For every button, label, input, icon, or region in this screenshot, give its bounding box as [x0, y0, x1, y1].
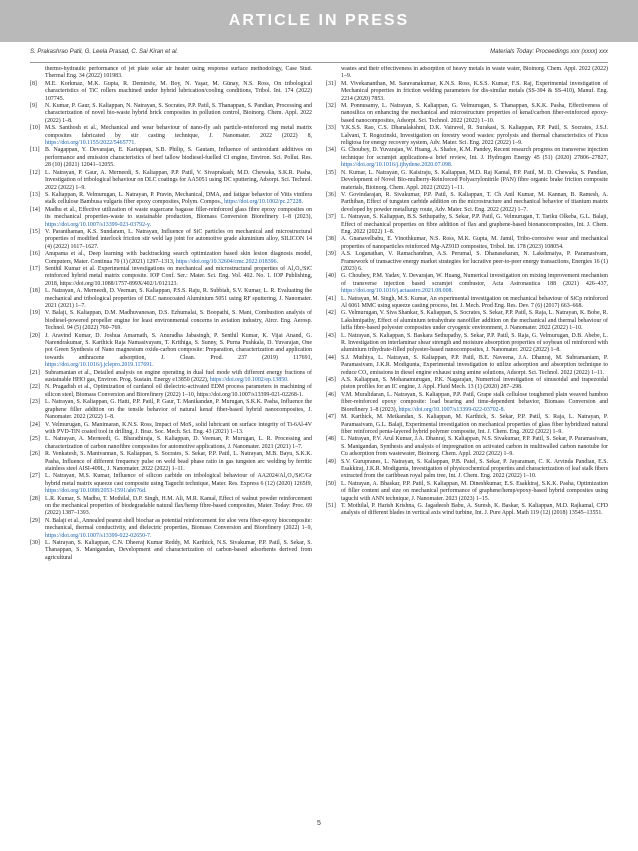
reference-number: [38] — [326, 236, 336, 243]
reference-body: A. Gnanavelbabu, E. Vinothkumar, N.S. Ross, M.K. Gupta, M. Jamil, Tribo-corrosive wear and mechanical properties of nanoparticles reinforced Mg-AZ91D composites, Tribol. Int. 178 (2023) 108054. — [341, 236, 608, 250]
reference-item — [326, 310, 608, 332]
reference-number — [326, 66, 341, 81]
reference-item — [30, 251, 312, 266]
page-number: 5 — [317, 820, 321, 827]
reference-item — [326, 273, 608, 295]
reference-number: [51] — [326, 502, 336, 509]
reference-number: [43] — [326, 332, 336, 339]
reference-body: M.E. Korkmaz, M.K. Gupta, R. Demirsöz, M. Boy, N. Yaşar, M. Günay, N.S. Ross, On tribological characteristics of TiC rollers machined under hybrid lubrication/cooling conditions, Tribol. Int. 174 (2022) 107745. — [45, 80, 312, 102]
reference-body: L. Natrayan, P. Gaur, A. Merneedi, S. Kaliappan, P.P. Patil, V. Sivaprakash, M.D. Chewaka, S.K.R. Pasha, Investigation of tribological behaviour on DLC coatings for AA5051 using DC sputtering, Adsorpt. Sci. Technol. 2022 (2022) 1–9. — [45, 169, 312, 191]
reference-number: [14] — [30, 206, 40, 213]
reference-item — [326, 125, 608, 147]
reference-text — [341, 436, 608, 458]
doi-link[interactable]: https://doi.org/10.32604/cmc.2022.018396. — [175, 258, 279, 265]
reference-item — [326, 503, 608, 518]
reference-item — [30, 310, 312, 332]
reference-item — [30, 207, 312, 229]
reference-number — [30, 66, 45, 81]
reference-text — [45, 192, 312, 207]
reference-number: [28] — [30, 495, 40, 502]
reference-body: L.R. Kumar, S. Madhu, T. Mothilal, D.P. Singh, H.M. Ali, M.R. Kamal, Effect of walnut powder reinforcement on the mechanical properties of biodegradable natural flax/hemp fibre-based composites, Mater. Today: Proc. 69 (2022) 1387–1393. — [45, 495, 312, 517]
reference-text — [45, 103, 312, 125]
reference-number: [19] — [30, 310, 40, 317]
reference-item — [30, 518, 312, 540]
reference-item — [30, 192, 312, 207]
reference-item — [326, 236, 608, 251]
reference-body: V. Govindarajan, R. Sivakumar, P.P. Patil, S. Kaliappan, T. Ch Anil Kumar, M. Kannan, B. Ramesh, A. Parthiban, Effect of tungsten carbide addition on the microstructure and mechanical behavior of titanium matrix developed by powder metallurgy route, Adv. Mater. Sci. Eng. 2022 (2022) 1–7. — [341, 191, 608, 213]
reference-body: N. Kumar, P. Gaur, S. Kaliappan, N. Natrayan, S. Socrates, P.P. Patil, S. Thanappan, S. Pandian, Processing and characterization of novel bio-waste hybrid brick composites in pollution control, Bioinorg. Chem. Appl. 2022 (2022) 1–8. — [45, 103, 312, 124]
reference-item — [30, 399, 312, 421]
reference-number: [45] — [326, 377, 336, 384]
reference-item — [326, 214, 608, 236]
reference-number: [41] — [326, 295, 336, 302]
reference-text — [341, 81, 608, 103]
reference-body: A.S. Kaliappan, S. Mohanamurugan, P.K. Nagarajan, Numerical investigation of sinusoidal and trapezoidal piston profiles for an IC engine, J. Appl. Fluid Mech. 13 (1) (2020) 287–298. — [341, 377, 608, 391]
reference-text — [45, 518, 312, 540]
references-right-column — [326, 66, 608, 810]
reference-text — [341, 503, 608, 518]
header-rule — [30, 62, 608, 63]
reference-text — [45, 370, 312, 385]
reference-body: thermo-hydraulic performance of jet plate solar air heater using response surface methodology, Case Stud. Thermal Eng. 34 (2022) 101983. — [45, 66, 312, 80]
reference-text — [45, 333, 312, 370]
reference-text — [45, 496, 312, 518]
reference-number: [24] — [30, 421, 40, 428]
reference-text — [341, 236, 608, 251]
reference-text — [45, 229, 312, 251]
reference-number: [22] — [30, 384, 40, 391]
reference-item — [326, 296, 608, 311]
reference-text — [341, 103, 608, 125]
reference-number: [8] — [30, 80, 37, 87]
reference-number: [18] — [30, 288, 40, 295]
reference-item — [30, 451, 312, 473]
reference-number: [49] — [326, 458, 336, 465]
reference-text — [341, 414, 608, 436]
reference-text — [341, 392, 608, 414]
reference-text — [341, 377, 608, 392]
header-authors: S. Prakashrao Patil, G. Leela Prasad, C. Sai Kiran et al. — [30, 49, 179, 55]
references-left-column — [30, 66, 312, 810]
reference-item — [30, 496, 312, 518]
reference-number: [31] — [326, 80, 336, 87]
reference-body: wastes and their effectiveness in adsorption of heavy metals in waste water, Bioinorg. Chem. Appl. 2022 (2022) 1–9. — [341, 66, 608, 80]
reference-number: [47] — [326, 414, 336, 421]
reference-number: [29] — [30, 517, 40, 524]
reference-item — [326, 436, 608, 458]
reference-item — [30, 103, 312, 125]
reference-body: R. Venkatesh, S. Manivannan, S. Kaliappan, S. Socrates, S. Sekar, P.P. Patil, L. Natrayan, M.B. Bayu, S.K.K. Pasha, Influence of different frequency pulse on weld bead phase ratio in gas tungsten arc welding by ferritic stainless steel AISI-409L, J. Nanomater. 2022 (2022) 1–11. — [45, 451, 312, 472]
reference-text — [341, 147, 608, 169]
reference-text — [45, 147, 312, 169]
reference-body: Senthil Kumar et al. Experimental investigations on mechanical and microstructural properties of Al₂O₃/SiC reinforced hybrid metal matrix composite. IOP Conf. Ser.: Mater. Sci. Eng. Vol. 402. No. 1. IOP Publishing, 2018, https://doi.org/10.1088/1757-899X/402/1/012123. — [45, 265, 312, 287]
reference-item — [30, 384, 312, 399]
reference-body: L. Natrayan, A. Merneedi, D. Veeman, S. Kaliappan, P.S.S. Raju, R. Subbiah, S.V. Kumar, L. R. Evaluating the mechanical and tribological properties of DLC nanocoated Aluminium 5051 using RF sputtering, J. Nanomater. 2021 (2021) 1–7. — [45, 288, 312, 309]
reference-number: [46] — [326, 391, 336, 398]
reference-body: L. Natrayan, S. Kaliappan, B.S. Sethupathy, S. Sekar, P.P. Patil, G. Velmurugan, T. Tariku Olkeba, G.L. Balaji, Effect of mechanical properties on fibre addition of flax and graphene-based bionanocomposites, Int. J. Chem. Eng. 2022 (2022) 1–8. — [341, 214, 608, 235]
reference-item — [30, 66, 312, 81]
reference-item — [326, 355, 608, 377]
reference-number: [48] — [326, 436, 336, 443]
reference-text — [45, 170, 312, 192]
reference-item — [30, 125, 312, 147]
reference-body: Subramanian et al., Detailed analysis on engine operating in dual fuel mode with different energy fractions of sustainable HHO gas, Environ. Prog. Sustain. Energy e13850 (2022), — [45, 369, 312, 384]
reference-number: [42] — [326, 310, 336, 317]
doi-link[interactable]: https://doi.org/10.1016/j.jclepro.2019.117691. — [45, 362, 154, 369]
reference-text — [45, 266, 312, 288]
reference-number: [12] — [30, 169, 40, 176]
reference-item — [326, 414, 608, 436]
reference-body: L. Natrayan, M.S. Kumar, Influence of silicon carbide on tribological behaviour of AA2024/Al₂O₃/SiC/Gr hybrid metal matrix squeeze cast composite using Taguchi technique, Mater. Res. Express 6 (12) (2020) 1265f9, — [45, 473, 312, 487]
reference-item — [326, 459, 608, 481]
reference-item — [326, 170, 608, 192]
doi-link[interactable]: https://doi.org/10.1016/j.ijhydene.2020.07.098. — [341, 162, 453, 169]
reference-text — [341, 125, 608, 147]
reference-number: [32] — [326, 103, 336, 110]
reference-number: [25] — [30, 436, 40, 443]
reference-item — [326, 251, 608, 273]
reference-text — [341, 481, 608, 503]
reference-body: Y.K.S.S. Rao, C.S. Dhanalakshmi, D.K. Vairavel, R. Surakasi, S. Kaliappan, P.P. Patil, S. Socrates, J.S.J. Lalvani, T. Rogozinski, Investigation on forestry wood wastes: pyrolysis and thermal characteristics of Ficus religiosa for energy recovery system, Adv. Mater. Sci. Eng. 2022 (2022) 1–9. — [341, 125, 608, 147]
reference-item — [30, 229, 312, 251]
reference-text — [341, 296, 608, 311]
reference-text — [341, 459, 608, 481]
reference-item — [30, 473, 312, 495]
reference-body: V. Velmurugan, G. Manimaran, K.N.S. Ross, Impact of MoS₂ solid lubricant on surface integrity of Ti-6Al-4V with PVD-TiN coated tool in drilling, J. Braz. Soc. Mech. Sci. Eng. 43 (2021) 1–13. — [45, 421, 312, 435]
reference-text — [45, 310, 312, 332]
reference-number: [21] — [30, 369, 40, 376]
reference-item — [326, 192, 608, 214]
reference-number: [35] — [326, 169, 336, 176]
reference-number: [13] — [30, 191, 40, 198]
reference-text — [45, 66, 312, 81]
reference-text — [341, 333, 608, 355]
reference-number: [15] — [30, 228, 40, 235]
reference-number: [44] — [326, 354, 336, 361]
reference-item — [30, 333, 312, 370]
reference-body: Madhu et al., Effective utilization of waste sugarcane bagasse filler-reinforced glass fibre epoxy composites on its mechanical properties-waste to sustainable production, Biomass Conversion Biorefinery 1–8 (2023), — [45, 206, 312, 221]
reference-number: [34] — [326, 147, 336, 154]
reference-text — [45, 473, 312, 495]
reference-body: M. Karthick, M. Meikandan, S. Kaliappan, M. Karthick, S. Sekar, P.P. Patil, S. Raja, L. Natrayan, P. Paramasivam, G.L. Balaji, Experimental investigation on mechanical properties of glass fiber hybridized natural fiber reinforced penta-layered hybrid polymer composite, Int. J. Chem. Eng. 2022 (2022) 1–9. — [341, 414, 608, 435]
reference-item — [30, 422, 312, 437]
reference-item — [30, 370, 312, 385]
running-header — [30, 49, 608, 59]
reference-body: L. Natrayan, S. Kaliappan, G. Hatti, P.P. Patil, P. Gaur, T. Manikandan, P. Murugan, S.K.K. Pasha, Influence the graphene filler addition on the tensile behavior of natural kenaf fiber-based hybrid nanocomposites, J. Nanomater. 2022 (2022) 1–8. — [45, 399, 312, 421]
doi-link[interactable]: https://doi.org/10.1007/s13399-022-03702-8. — [398, 406, 506, 413]
reference-item — [326, 481, 608, 503]
reference-text — [45, 384, 312, 399]
reference-number: [40] — [326, 273, 336, 280]
reference-body: B. Nagappan, Y. Devarajan, E. Kariappan, S.B. Philip, S. Gautam, Influence of antioxidant additives on performance and emission characteristics of beef tallow biodiesel-fuelled CI engine, Environ. Sci. Pollut. Res. 28 (10) (2021) 12041–12055. — [45, 147, 312, 169]
reference-body: V. Balaji, S. Kaliappan, D.M. Madhuvanesan, D.S. Ezhumalai, S. Boopathi, S. Mani, Combustion analysis of biodiesel-powered propeller engine for least environmental concerns in aviation industry, Aircr. Eng. Aerosp. Technol. 94 (5) (2022) 760–769. — [45, 310, 312, 332]
reference-body: S.V. Gurupranes, L. Natrayan, S. Kaliappan, P.B. Patel, S. Sekar, P. Jayaraman, C. K. Arvinda Pandian, E.S. Esakkiraj, J.K.R. Modigunta, Investigation of physicochemical properties and characterization of leaf stalk fibers extracted from the caribbean royal palm tree, Int. J. Chem. Eng. 2022 (2022) 1–10. — [341, 458, 608, 480]
reference-text — [341, 170, 608, 192]
reference-body: N. Balaji et al., Annealed peanut shell biochar as potential reinforcement for aloe vera fiber-epoxy biocomposite: mechanical, thermal conductivity, and dielectric properties, Biomass Conversion and Biorefinery (2022) 1–9, — [45, 517, 312, 532]
reference-number: [26] — [30, 451, 40, 458]
reference-body: L. Natrayan, A. Merneedi, G. Bharathiraja, S. Kaliappan, D. Veeman, P. Murugan, L. R. Processing and characterization of carbon nanofibre composites for automotive applications, J. Nanomater. 2021 (2021) 1–7. — [45, 436, 312, 450]
banner-text: ARTICLE IN PRESS — [228, 12, 410, 29]
reference-body: L. Natrayan, P.V. Arul Kumar, J.A. Dhanraj, S. Kaliappan, N.S. Sivakumar, P.P. Patil, S. Sekar, P. Paramasivam, S. Manigandan, Synthesis and analysis of impregnation on activated carbon in multiwalled carbon nanotube for Cu adsorption from wastewater, Bioinorg. Chem. Appl. 2022 (2022) 1–9. — [341, 436, 608, 458]
reference-body: G. Velmurugan, V. Siva Shankar, S. Kaliappan, S. Socrates, S. Sekar, P.P. Patil, S. Raja, L. Natrayan, K. Bobe, R. Lakshmipathy, Effect of aluminium tetrahydrate nanofiller addition on the mechanical and thermal behaviour of luffa fibre-based polyester composites under cryogenic environment, J. Nanomater. 2022 (2022) 1–10. — [341, 310, 608, 332]
reference-number: [11] — [30, 147, 40, 154]
reference-item — [30, 266, 312, 288]
reference-text — [341, 251, 608, 273]
reference-text — [341, 273, 608, 295]
reference-number: [23] — [30, 399, 40, 406]
reference-number: [27] — [30, 473, 40, 480]
reference-number: [37] — [326, 214, 336, 221]
reference-body: L. Natrayan, S. Kaliappan, S. Baskara Sethupathy, S. Sekar, P.P. Patil, S. Raja, G. Velmurugan, D.B. Abebe, L. R. Investigation on interlaminar shear strength and moisture absorption properties of soybean oil reinforced with aluminium trihydrate-filled polyester-based nanocomposites, J. Nanomater. 2022 (2022) 1–8. — [341, 332, 608, 354]
reference-body: Anupama et al., Deep learning with backtracking search optimization based skin lesion diagnosis model, Computers, Mater. Continua 70 (1) (2021) 1297–1313, — [45, 251, 312, 265]
reference-text — [341, 66, 608, 81]
reference-text — [45, 81, 312, 103]
reference-text — [45, 125, 312, 147]
reference-number: [33] — [326, 125, 336, 132]
reference-item — [326, 147, 608, 169]
reference-body: S.J. Muthiya, L. Natrayan, S. Kaliappan, P.P. Patil, B.E. Naveena, J.A. Dhanraj, M. Subramaniam, P. Paramasivam, J.K.R. Modigunta, Experimental investigation to utilize adsorption and absorption technique to reduce CO₂ emissions in diesel engine exhaust using amine solutions, Adsorpt. Sci. Technol. 2022 (2022) 1–11. — [341, 354, 608, 376]
reference-body: N. Kumar, L. Natrayan, G. Kaisiraju, S. Kaliappan, M.D. Raj Kamal, P.P. Patil, M. D. Chewaka, S. Pandian, Development of Novel Bio-mulberry-Reinforced Polyacrylonitrile (PAN) fibre organic brake friction composite materials, Bioinorg. Chem. Appl. 2022 (2022) 1–11. — [341, 169, 608, 191]
reference-number: [36] — [326, 191, 336, 198]
reference-text — [45, 540, 312, 562]
reference-item — [326, 377, 608, 392]
reference-number: [16] — [30, 251, 40, 258]
reference-body: L. Natrayan, A. Bhaskar, P.P. Patil, S. Kaliappan, M. Dineshkumar, E.S. Esakkiraj, S.K.K. Pasha, Optimization of filler content and size on mechanical performance of graphene/hemp/epoxy-based hybrid composites using taguchi with ANN technique, J. Nanomater. 2023 (2023) 1–15. — [341, 480, 608, 502]
reference-item — [326, 81, 608, 103]
reference-number: [30] — [30, 540, 40, 546]
reference-body: L. Natrayan, S. Kaliappan, C.N. Dheeraj Kumar Reddy, M. Karthick, N.S. Sivakumar, P.P. Patil, S. Sekar, S. Thanappan, S. Manigandan, Development and characterization of carbon-based adsorbents derived from agricultural — [45, 540, 312, 561]
reference-body: G. Choubey, D. Yuvarajan, W. Huang, A. Shafee, K.M. Pandey, Recent research progress on transverse injection technique for scramjet applications-a brief review, Int. J. Hydrogen Energy 45 (51) (2020) 27806–27827, — [341, 147, 608, 161]
reference-number: [10] — [30, 125, 40, 132]
reference-body: A.S. Loganathan, V. Ramachandran, A.S. Perumal, S. Dhanasekaran, N. Lakshmaiya, P. Paramasivam, Framework of transactive energy market strategies for lucrative peer-to-peer energy transactions, Energies 16 (1) (2023) 6. — [341, 251, 608, 272]
reference-item — [326, 66, 608, 81]
reference-text — [45, 288, 312, 310]
reference-text — [45, 251, 312, 266]
header-journal: Materials Today: Proceedings xxx (xxxx) xxx — [490, 49, 608, 55]
doi-link[interactable]: https://doi.org/10.1155/2022/5465771. — [45, 140, 136, 147]
reference-number: [17] — [30, 265, 40, 272]
reference-body: G. Choubey, P.M. Yadav, Y. Devarajan, W. Huang, Numerical investigation on mixing improvement mechanism of transverse injection based scramjet combustor, Acta Astronautica 188 (2021) 426–437, — [341, 273, 608, 287]
reference-body: V. Paranthaman, K.S. Sundaram, L. Natrayan, Influence of SiC particles on mechanical and microstructural properties of modified interlock friction stir weld lap joint for automotive grade aluminium alloy, SILICON 14 (4) (2022) 1617–1627. — [45, 228, 312, 250]
reference-item — [30, 436, 312, 451]
reference-body: L. Natrayan, M. Singh, M.S. Kumar, An experimental investigation on mechanical behaviour of SiCp reinforced Al 6061 MMC using squeeze casting process, Int. J. Mech. Prod Eng. Res. Dev. 7 (6) (2017) 663–668. — [341, 295, 608, 309]
reference-body: J. Aravind Kumar, D. Joshua Amarnath, S. Anuradha Jabasingh, P. Senthil Kumar, K. Vijai Anand, G. Narendrakumar, S. Karthick Raja Namasivayam, T. Krithiga, S. Sunny, S. Purna Pushkala, D. Yuvarajan, One pot Green Synthesis of Nano magnesium oxide-carbon composite: Preparation, characterization and application towards anthracene adsorption, J. Clean. Prod. 237 (2019) 117691, — [45, 332, 312, 361]
reference-number: [39] — [326, 251, 336, 258]
reference-item — [30, 81, 312, 103]
reference-text — [341, 310, 608, 332]
reference-text — [341, 192, 608, 214]
doi-link[interactable]: https://doi.org/10.1007/s13399-023-03792-y. — [45, 221, 152, 228]
reference-body: M. Vivekananthan, M. Saravanakumar, K.N.S. Ross, K.S.S. Kumar, F.S. Raj, Experimental investigation of Mechanical properties in friction welding parameters for dis-similar metals (SS-304 & SS-410), Manuf. Eng. 2214 (2020) 7853. — [341, 80, 608, 102]
reference-item — [326, 103, 608, 125]
reference-item — [30, 147, 312, 169]
reference-text — [341, 214, 608, 236]
reference-item — [30, 170, 312, 192]
reference-item — [326, 333, 608, 355]
reference-item — [326, 392, 608, 414]
reference-text — [341, 355, 608, 377]
reference-number: [50] — [326, 480, 336, 487]
reference-number: [9] — [30, 103, 37, 110]
reference-text — [45, 436, 312, 451]
reference-text — [45, 399, 312, 421]
reference-text — [45, 422, 312, 437]
doi-link[interactable]: https://doi.org/10.1007/s13399-022-02650-7. — [45, 532, 152, 539]
article-in-press-banner — [0, 0, 638, 42]
doi-link[interactable]: https://doi.org/10.1016/j.actaastro.2021.08.008. — [341, 288, 453, 295]
reference-body: S. Kaliappan, R. Velmurugan, L. Natrayan, P. Pravin, Mechanical, DMA, and fatigue behavior of Vitis vinifera stalk cellulose Bambusa vulgaris fiber epoxy composites, Polym. Compos., — [45, 191, 312, 206]
reference-number: [20] — [30, 332, 40, 339]
reference-text — [45, 207, 312, 229]
reference-text — [45, 451, 312, 473]
doi-link[interactable]: https://doi.org/10.1002/pc.27228. — [224, 199, 303, 206]
doi-link[interactable]: https://doi.org/10.1002/ep.13850. — [209, 377, 289, 384]
reference-body: M.S. Santhosh et al., Mechanical and wear behaviour of nano-fly ash particle-reinforced mg metal matrix composites fabricated by stir casting technique, J. Nanomater. 2022 (2022) 8, — [45, 125, 312, 139]
reference-body: M. Ponnusamy, L. Natrayan, S. Kaliappan, G. Velmurugan, S. Thanappan, S.K.K. Pasha, Effectiveness of nanosilica on enhancing the mechanical and microstructure properties of kenaf/carbon fiber-reinforced epoxy-based nanocomposites, Adsorpt. Sci. Technol. 2022 (2022) 1–10. — [341, 103, 608, 124]
reference-item — [30, 288, 312, 310]
reference-body: N. Pragadish et al., Optimization of cardanol oil dielectric-activated EDM process parameters in machining of silicon steel, Biomass Conversion and Biorefinery (2022) 1–10, https://doi.org/10.1007/s13399-021-02268-1. — [45, 384, 312, 398]
doi-link[interactable]: https://doi.org/10.1088/2053-1591/ab676d. — [45, 488, 147, 495]
reference-body: T. Mothilal, P. Harish Krishna, G. Jagadeesh Babu, A. Suresh, K. Baskar, S. Kaliappan, M.D. Rajkamal, CFD analysis of different blades in vertical axis wind turbine, Int. J. Pure Appl. Math 119 (12) (2018) 13545–13551. — [341, 502, 608, 517]
reference-body: V.M. Muralidaran, L. Natrayan, S. Kaliappan, P.P. Patil, Grape stalk cellulose toughened plain weaved bamboo fiber-reinforced epoxy composite: load bearing and time-dependent behavior, Biomass Conversion and Biorefinery 1–8 (2023), — [341, 391, 608, 413]
reference-item — [30, 540, 312, 562]
